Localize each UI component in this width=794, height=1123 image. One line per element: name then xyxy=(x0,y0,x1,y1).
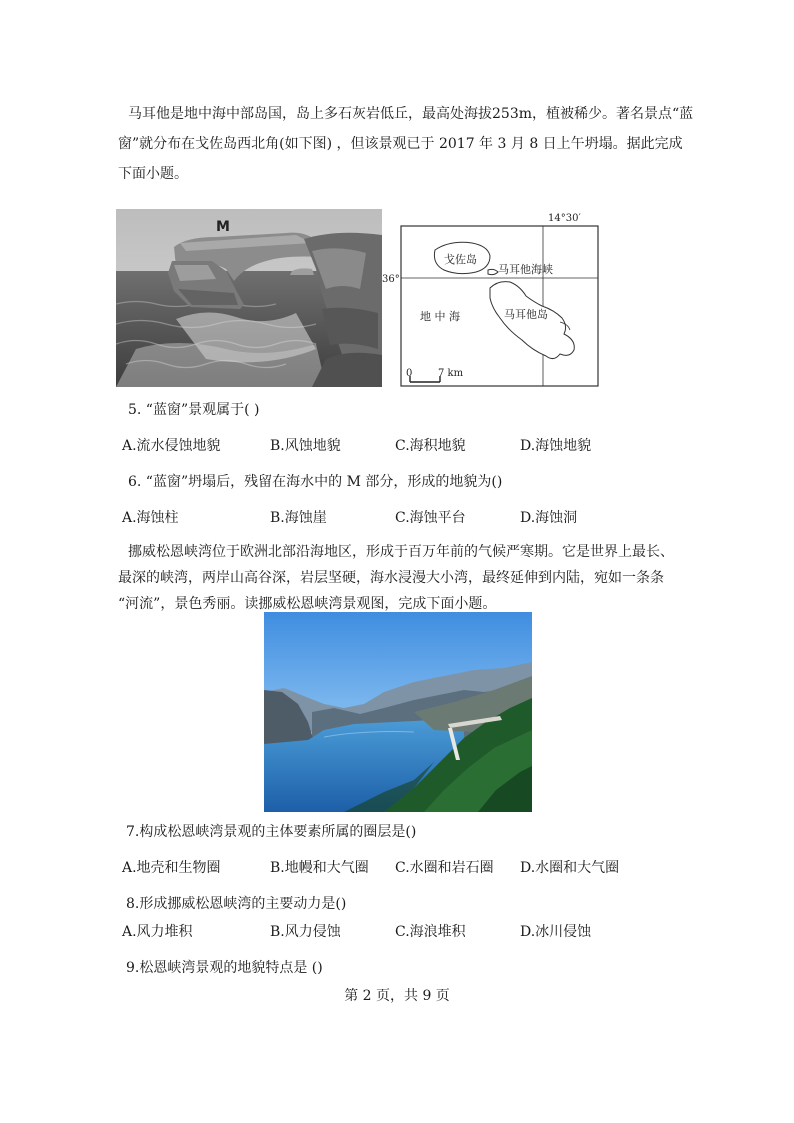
map-scale-zero: 0 xyxy=(406,368,413,379)
q8-option-a[interactable]: A.风力堆积 xyxy=(122,924,193,940)
q7-option-b[interactable]: B.地幔和大气圈 xyxy=(270,860,369,876)
intro2-line3: “河流”，景色秀丽。读挪威松恩峡湾景观图，完成下面小题。 xyxy=(118,596,497,612)
map-label-malta: 马耳他岛 xyxy=(504,308,548,321)
q5-option-d[interactable]: D.海蚀地貌 xyxy=(520,438,592,454)
intro1-line1: 马耳他是地中海中部岛国，岛上多石灰岩低丘，最高处海拔253m，植被稀少。著名景点“蓝 xyxy=(128,106,694,122)
q8-option-d[interactable]: D.冰川侵蚀 xyxy=(520,924,592,940)
page-footer: 第 2 页，共 9 页 xyxy=(344,988,450,1004)
q6-stem: 6. “蓝窗”坍塌后，残留在海水中的 M 部分，形成的地貌为() xyxy=(128,474,503,490)
q9-stem: 9.松恩峡湾景观的地貌特点是 () xyxy=(126,960,323,976)
map-label-gozo: 戈佐岛 xyxy=(444,253,477,266)
sea-arch-photo xyxy=(116,209,382,387)
q6-option-d[interactable]: D.海蚀洞 xyxy=(520,510,578,526)
q8-stem: 8.形成挪威松恩峡湾的主要动力是() xyxy=(126,896,347,912)
q5-option-a[interactable]: A.流水侵蚀地貌 xyxy=(122,438,221,454)
q5-option-c[interactable]: C.海积地貌 xyxy=(395,438,466,454)
q5-stem: 5. “蓝窗”景观属于( ) xyxy=(128,402,260,418)
map-label-sea: 地 中 海 xyxy=(420,310,460,323)
intro2-line2: 最深的峡湾，两岸山高谷深，岩层坚硬，海水浸漫大小湾，最终延伸到内陆，宛如一条条 xyxy=(118,570,664,586)
q7-option-c[interactable]: C.水圈和岩石圈 xyxy=(395,860,494,876)
q5-option-b[interactable]: B.风蚀地貌 xyxy=(270,438,341,454)
intro1-line3: 下面小题。 xyxy=(118,166,188,182)
fjord-photo xyxy=(264,612,532,812)
intro2-line1: 挪威松恩峡湾位于欧洲北部沿海地区，形成于百万年前的气候严寒期。它是世界上最长、 xyxy=(128,544,674,560)
q6-option-c[interactable]: C.海蚀平台 xyxy=(395,510,466,526)
q6-option-a[interactable]: A.海蚀柱 xyxy=(122,510,179,526)
q6-option-b[interactable]: B.海蚀崖 xyxy=(270,510,327,526)
photo-label-m: M xyxy=(216,219,230,235)
map-lat-label: 36° xyxy=(382,274,400,285)
q7-stem: 7.构成松恩峡湾景观的主体要素所属的圈层是() xyxy=(126,824,417,840)
map-label-strait: 马耳他海峡 xyxy=(498,263,553,276)
map-scale-km: 7 km xyxy=(438,368,464,379)
intro1-line2: 窗”就分布在戈佐岛西北角(如下图) ，但该景观已于 2017 年 3 月 8 日上午坍塌。据此完成 xyxy=(118,136,683,152)
map-lon-label: 14°30′ xyxy=(548,213,581,224)
q7-option-d[interactable]: D.水圈和大气圈 xyxy=(520,860,620,876)
malta-map xyxy=(380,210,602,390)
q7-option-a[interactable]: A.地壳和生物圈 xyxy=(122,860,221,876)
q8-option-c[interactable]: C.海浪堆积 xyxy=(395,924,466,940)
q8-option-b[interactable]: B.风力侵蚀 xyxy=(270,924,341,940)
